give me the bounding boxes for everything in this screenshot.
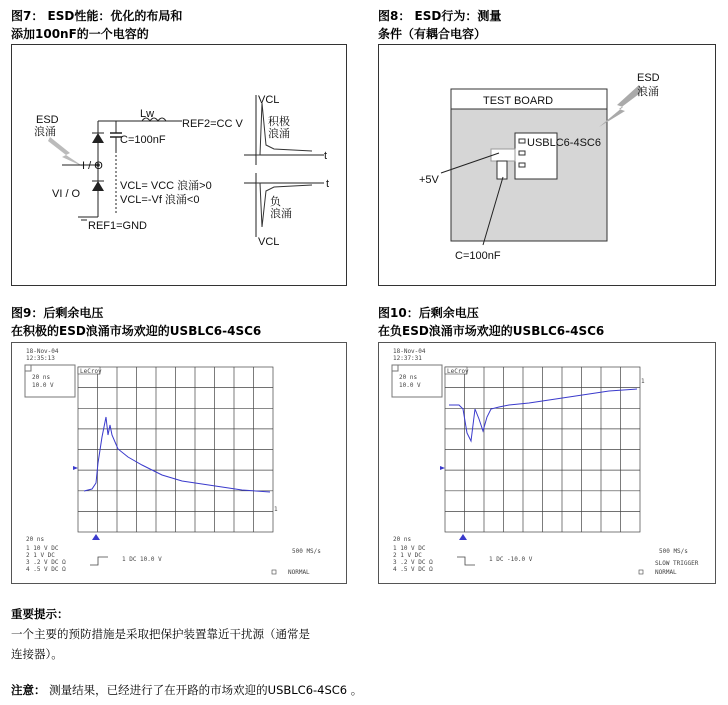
fig10-box1: 20 ns xyxy=(399,374,418,381)
note-text: 测量结果，已经进行了在开路的市场欢迎的USBLC6-4SC6 。 xyxy=(49,683,363,697)
fig7-t1: t xyxy=(324,150,328,162)
fig7-neg-label: 负 xyxy=(270,196,281,208)
fig10-trace xyxy=(449,389,637,441)
fig10-time: 12:37:31 xyxy=(393,355,422,362)
diode-top-icon xyxy=(92,133,104,143)
diode-bottom-icon xyxy=(92,181,104,191)
fig8-caption-line2: 条件（有耦合电容） xyxy=(378,27,487,41)
fig7-vclp-label: VCL= VCC 浪涌>0 xyxy=(120,180,212,192)
fig7-ref2-label: REF2=CC V xyxy=(182,118,243,130)
fig8-5v-label: +5V xyxy=(419,174,439,186)
fig8-chip-label: USBLC6-4SC6 xyxy=(527,137,601,149)
fig10-brand: LeCroy xyxy=(447,368,469,375)
fig9-caption-line1: 图9：后剩余电压 xyxy=(11,306,104,320)
fig8-cap-label: C=100nF xyxy=(455,250,501,262)
fig10-caption-line1: 图10：后剩余电压 xyxy=(378,306,479,320)
fig9-mode2: NORMAL xyxy=(288,569,310,576)
fig10-marker: 1 xyxy=(641,378,645,385)
fig8-setup-panel xyxy=(378,44,716,286)
fig10-ch3: 3 .2 V DC Ω xyxy=(393,559,433,566)
fig10-trigger: 1 DC -10.0 V xyxy=(489,556,533,563)
fig9-date: 18-Nov-04 xyxy=(26,348,59,355)
fig7-vcl-bottom: VCL xyxy=(258,236,280,248)
fig10-caption-line2: 在负ESD浪涌市场欢迎的USBLC6-4SC6 xyxy=(378,324,605,338)
fig8-esd-label: ESD xyxy=(637,72,660,84)
fig9-caption-line2: 在积极的ESD浪涌市场欢迎的USBLC6-4SC6 xyxy=(11,324,262,338)
fig9-ch3: 3 .2 V DC Ω xyxy=(26,559,66,566)
fig10-ch1: 1 10 V DC xyxy=(393,545,426,552)
fig10-box2: 10.0 V xyxy=(399,382,421,389)
fig8-board-label: TEST BOARD xyxy=(483,95,554,107)
fig9-scope-panel xyxy=(11,342,347,584)
important-line2: 连接器）。 xyxy=(11,647,63,661)
important-title: 重要提示： xyxy=(11,607,69,621)
fig7-lw-label: Lw xyxy=(140,108,155,120)
fig8-surge-label: 浪涌 xyxy=(637,86,659,98)
fig10-grid xyxy=(445,367,640,532)
fig7-t2: t xyxy=(326,178,330,190)
fig9-time: 12:35:13 xyxy=(26,355,55,362)
fig7-pos2-label: 浪涌 xyxy=(268,128,290,140)
fig7-io-label: I / O xyxy=(82,160,103,172)
measurement-note xyxy=(11,680,711,700)
fig10-mode2: NORMAL xyxy=(655,569,677,576)
fig7-caption-line1: 图7： ESD性能：优化的布局和 xyxy=(11,9,183,23)
fig9-marker: 1 xyxy=(274,506,278,513)
fig9-ch2: 2 1 V DC xyxy=(26,552,55,559)
fig9-ch4: 4 .5 V DC Ω xyxy=(26,566,66,573)
fig8-setup-diagram xyxy=(379,45,716,286)
fig9-box2: 10.0 V xyxy=(32,382,54,389)
esd-bolt-icon xyxy=(48,137,84,167)
fig7-caption-line2: 添加100nF的一个电容的 xyxy=(11,27,149,41)
fig9-ns: 20 ns xyxy=(26,536,45,543)
fig10-rate: 500 MS/s xyxy=(659,548,688,555)
fig7-esd-label: ESD xyxy=(36,114,59,126)
fig9-trace xyxy=(84,417,270,492)
fig9-scope xyxy=(12,343,347,584)
fig7-cap-label: C=100nF xyxy=(120,134,166,146)
fig9-ch1: 1 10 V DC xyxy=(26,545,59,552)
fig7-circuit-diagram xyxy=(12,45,347,286)
fig10-scope xyxy=(379,343,716,584)
fig9-grid xyxy=(78,367,273,532)
fig10-date: 18-Nov-04 xyxy=(393,348,426,355)
fig10-ns: 20 ns xyxy=(393,536,412,543)
important-note xyxy=(11,604,711,664)
fig7-vcl-top: VCL xyxy=(258,94,280,106)
fig9-trigger: 1 DC 10.0 V xyxy=(122,556,162,563)
fig7-circuit-panel xyxy=(11,44,347,286)
fig7-vcln-label: VCL=-Vf 浪涌<0 xyxy=(120,194,200,206)
fig9-rate: 500 MS/s xyxy=(292,548,321,555)
note-title: 注意： xyxy=(11,683,46,697)
fig7-surge-label: 浪涌 xyxy=(34,126,56,138)
important-line1: 一个主要的预防措施是采取把保护装置靠近干扰源（通常是 xyxy=(11,627,310,641)
fig7-ref1-label: REF1=GND xyxy=(88,220,147,232)
fig9-box1: 20 ns xyxy=(32,374,51,381)
fig10-ch4: 4 .5 V DC Ω xyxy=(393,566,433,573)
fig7-pos-label: 积极 xyxy=(268,116,290,128)
fig8-caption-line1: 图8： ESD行为：测量 xyxy=(378,9,502,23)
fig10-scope-panel xyxy=(378,342,716,584)
fig7-vio-label: VI / O xyxy=(52,188,81,200)
fig9-brand: LeCroy xyxy=(80,368,102,375)
fig7-neg2-label: 浪涌 xyxy=(270,208,292,220)
fig10-ch2: 2 1 V DC xyxy=(393,552,422,559)
fig10-mode1: SLOW TRIGGER xyxy=(655,560,699,567)
capacitor-pad xyxy=(497,161,507,179)
